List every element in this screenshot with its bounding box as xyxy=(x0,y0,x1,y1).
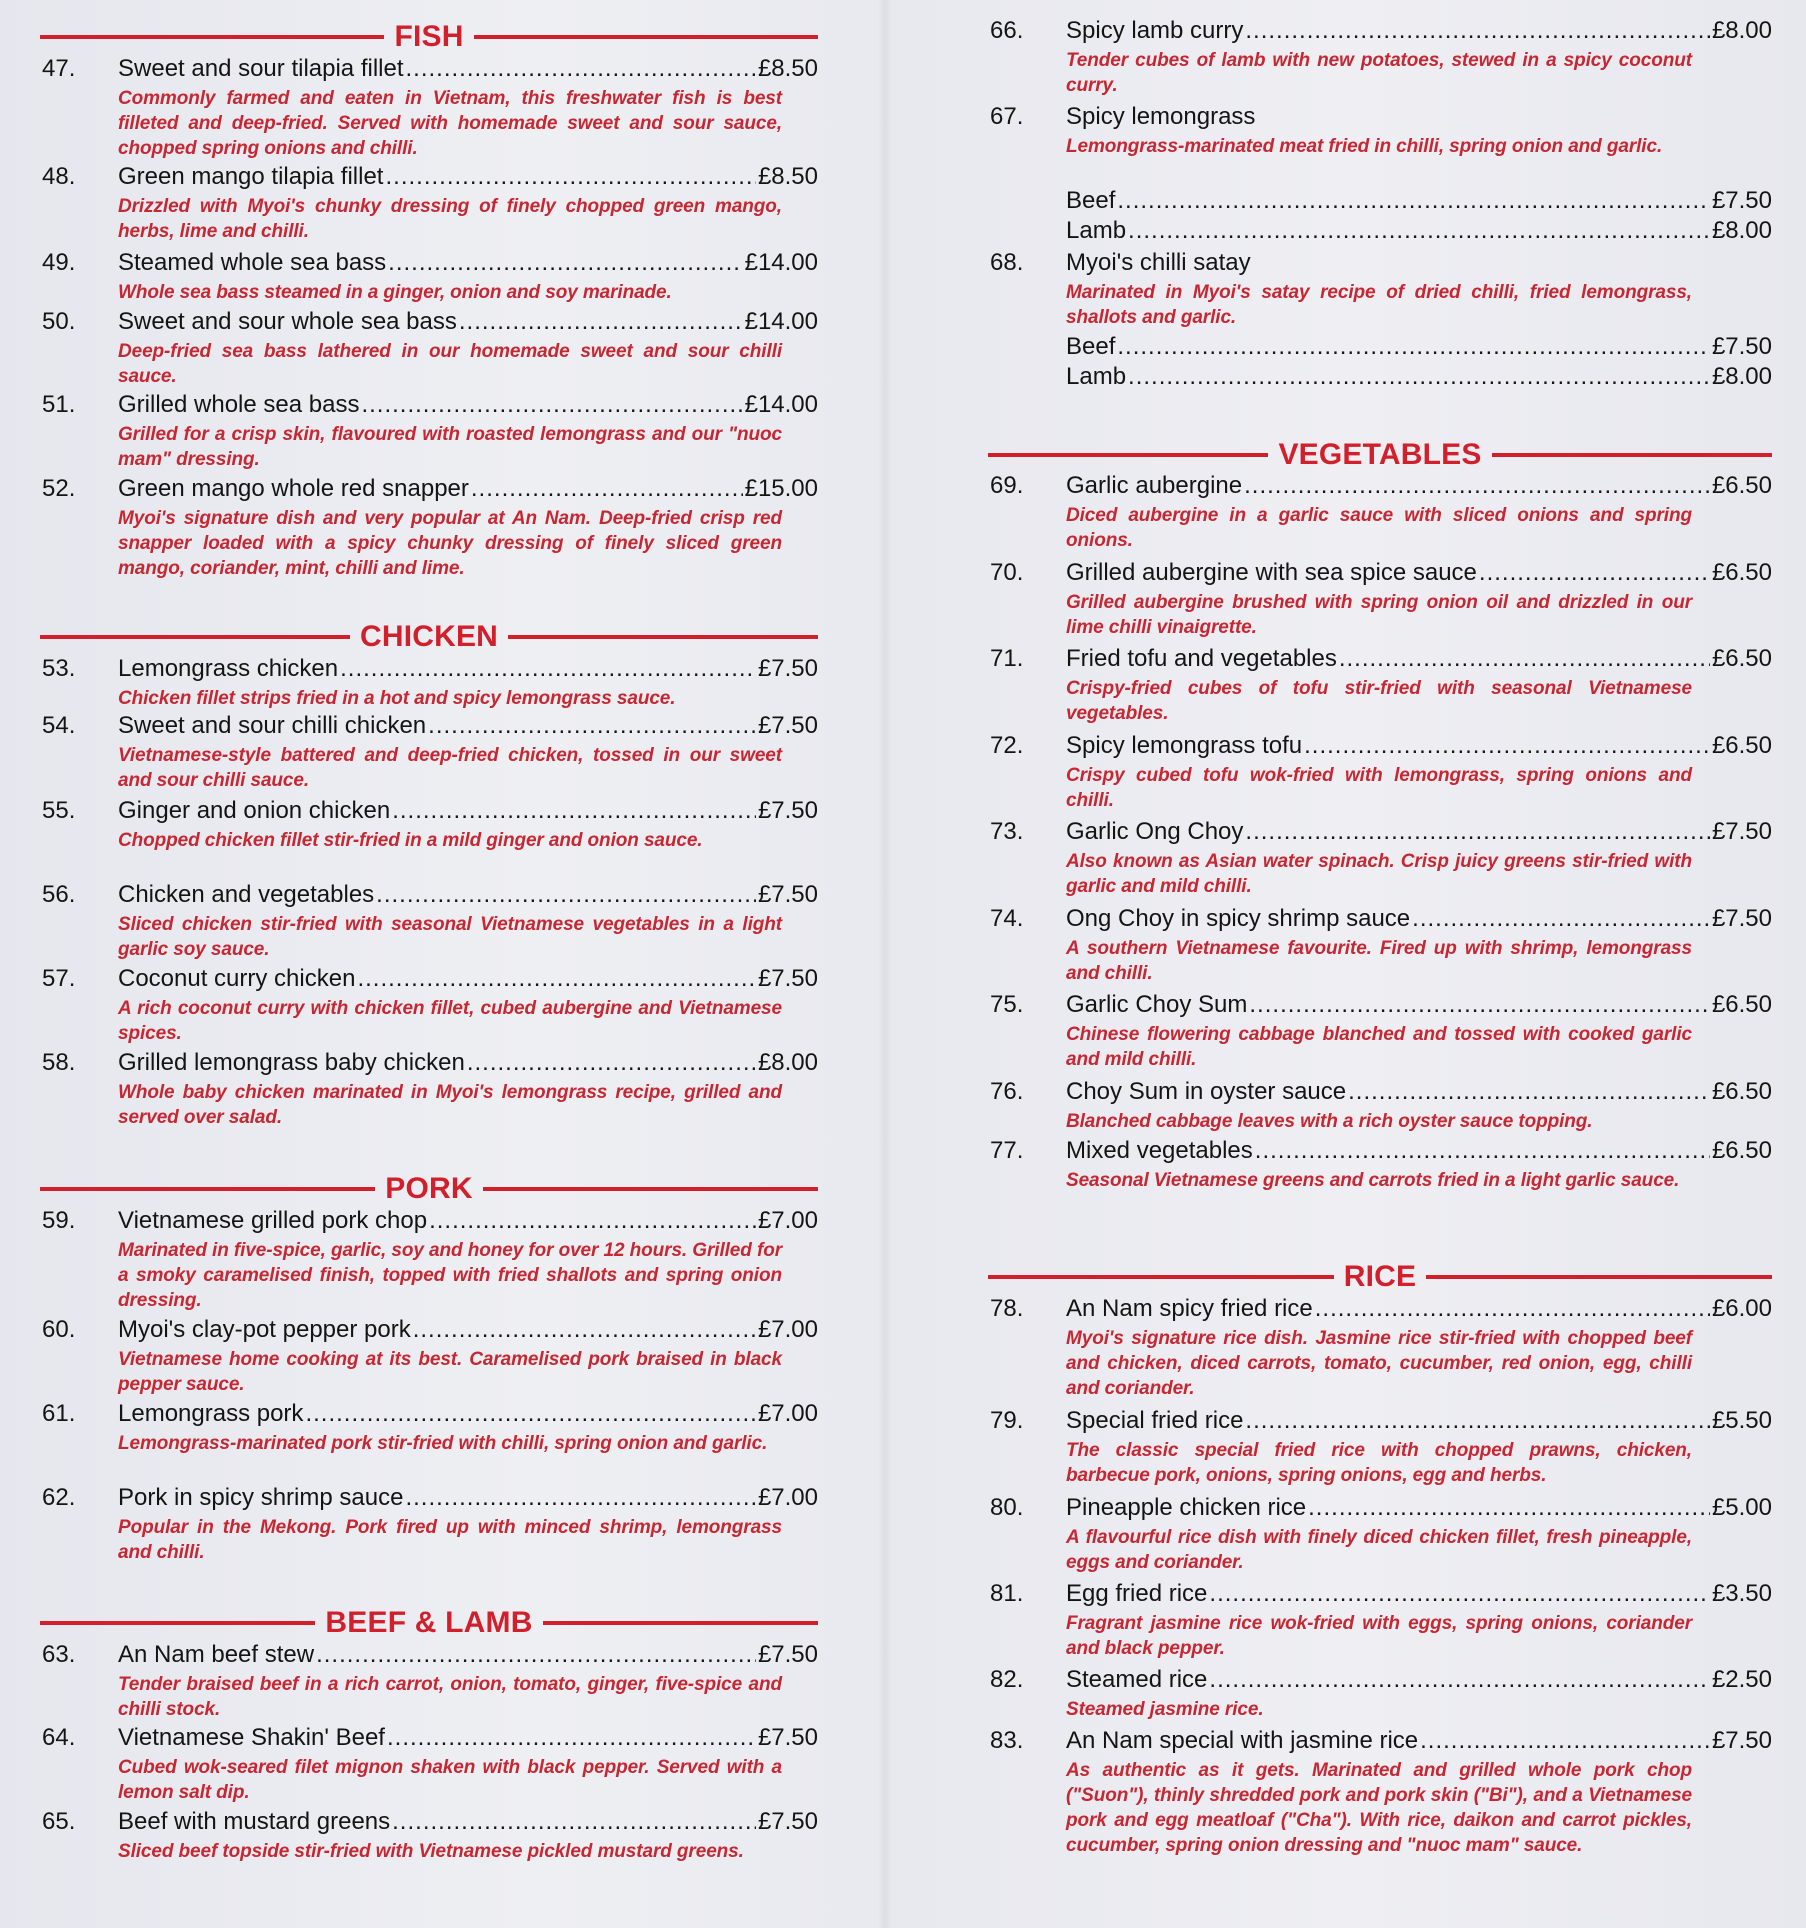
item-description: Marinated in Myoi's satay recipe of dried chilli, fried lemongrass, shallots and garlic. xyxy=(1066,282,1692,328)
item-name: Egg fried rice xyxy=(1066,1580,1208,1607)
item-name: Garlic aubergine xyxy=(1066,472,1243,499)
option-name: Lamb xyxy=(1066,363,1127,390)
item-number: 52. xyxy=(42,475,76,502)
rice-section-title: RICE xyxy=(1343,1260,1417,1293)
item-name: Sweet and sour whole sea bass xyxy=(118,308,457,335)
item-number: 62. xyxy=(42,1484,76,1511)
header-rule-right xyxy=(543,1621,818,1625)
header-rule-left xyxy=(40,635,350,639)
dot-leader xyxy=(1245,1406,1710,1436)
option-name: Beef xyxy=(1066,187,1116,214)
item-price: £7.50 xyxy=(757,1641,818,1668)
item-number: 54. xyxy=(42,712,76,739)
option-price: £8.00 xyxy=(1711,363,1772,390)
item-description: Drizzled with Myoi's chunky dressing of finely chopped green mango, herbs, lime and chilli. xyxy=(118,196,782,242)
item-name: Pork in spicy shrimp sauce xyxy=(118,1484,404,1511)
item-description: Tender cubes of lamb with new potatoes, stewed in a spicy coconut curry. xyxy=(1066,50,1692,96)
dot-leader xyxy=(385,162,755,192)
item-price: £5.00 xyxy=(1711,1494,1772,1521)
item-line xyxy=(118,964,818,994)
item-price: £14.00 xyxy=(744,249,818,276)
item-name: Chicken and vegetables xyxy=(118,881,375,908)
item-line xyxy=(1066,731,1772,761)
item-number: 55. xyxy=(42,797,76,824)
item-description: Deep-fried sea bass lathered in our homemade sweet and sour chilli sauce. xyxy=(118,341,782,387)
dot-leader xyxy=(1308,1493,1710,1523)
item-description: Sliced chicken stir-fried with seasonal Vietnamese vegetables in a light garlic soy sauce. xyxy=(118,914,782,960)
dot-leader xyxy=(1128,216,1710,246)
item-price: £7.00 xyxy=(757,1316,818,1343)
dot-leader xyxy=(406,54,756,84)
item-price: £6.50 xyxy=(1711,732,1772,759)
item-number: 79. xyxy=(990,1407,1024,1434)
item-price: £6.50 xyxy=(1711,645,1772,672)
item-number: 60. xyxy=(42,1316,76,1343)
item-line xyxy=(1066,1726,1772,1756)
item-description: Crispy-fried cubes of tofu stir-fried with seasonal Vietnamese vegetables. xyxy=(1066,678,1692,724)
item-name: Pineapple chicken rice xyxy=(1066,1494,1307,1521)
item-description: Blanched cabbage leaves with a rich oyster sauce topping. xyxy=(1066,1111,1593,1132)
item-price: £6.50 xyxy=(1711,1078,1772,1105)
item-number: 68. xyxy=(990,249,1024,276)
item-number: 65. xyxy=(42,1808,76,1835)
item-number: 50. xyxy=(42,308,76,335)
item-description: Popular in the Mekong. Pork fired up with minced shrimp, lemongrass and chilli. xyxy=(118,1517,782,1563)
dot-leader xyxy=(392,1807,756,1837)
dot-leader xyxy=(376,880,756,910)
item-description: Vietnamese-style battered and deep-fried chicken, tossed in our sweet and sour chilli sauce. xyxy=(118,745,782,791)
item-line xyxy=(1066,102,1772,132)
dot-leader xyxy=(361,390,742,420)
header-rule-left xyxy=(40,1187,375,1191)
item-price: £6.50 xyxy=(1711,1137,1772,1164)
item-description: Grilled aubergine brushed with spring onion oil and drizzled in our lime chilli vinaigrette. xyxy=(1066,592,1692,638)
item-option xyxy=(1066,216,1772,246)
item-description: Chicken fillet strips fried in a hot and spicy lemongrass sauce. xyxy=(118,688,676,709)
item-description: Whole baby chicken marinated in Myoi's lemongrass recipe, grilled and served over salad. xyxy=(118,1082,782,1128)
item-number: 51. xyxy=(42,391,76,418)
item-number: 49. xyxy=(42,249,76,276)
item-line xyxy=(1066,990,1772,1020)
dot-leader xyxy=(1245,16,1710,46)
item-line xyxy=(1066,1493,1772,1523)
item-line xyxy=(118,248,818,278)
dot-leader xyxy=(1209,1665,1710,1695)
dot-leader xyxy=(1117,332,1710,362)
item-name: Myoi's clay-pot pepper pork xyxy=(118,1316,411,1343)
dot-leader xyxy=(357,964,756,994)
item-price: £6.00 xyxy=(1711,1295,1772,1322)
item-line xyxy=(118,307,818,337)
dot-leader xyxy=(1339,644,1710,674)
item-option xyxy=(1066,186,1772,216)
item-description: Diced aubergine in a garlic sauce with sliced onions and spring onions. xyxy=(1066,505,1692,551)
item-name: Spicy lemongrass xyxy=(1066,103,1256,130)
dot-leader xyxy=(459,307,743,337)
option-price: £7.50 xyxy=(1711,333,1772,360)
item-price: £8.00 xyxy=(757,1049,818,1076)
item-number: 77. xyxy=(990,1137,1024,1164)
item-name: Grilled aubergine with sea spice sauce xyxy=(1066,559,1477,586)
item-line xyxy=(118,1483,818,1513)
header-rule-left xyxy=(40,35,384,39)
item-name: Lemongrass pork xyxy=(118,1400,304,1427)
item-name: Grilled lemongrass baby chicken xyxy=(118,1049,465,1076)
fish-section-title: FISH xyxy=(394,20,464,53)
item-option xyxy=(1066,362,1772,392)
dot-leader xyxy=(1412,904,1710,934)
item-line xyxy=(1066,644,1772,674)
item-name: Steamed whole sea bass xyxy=(118,249,387,276)
item-description: Cubed wok-seared filet mignon shaken with black pepper. Served with a lemon salt dip. xyxy=(118,1757,782,1803)
option-name: Beef xyxy=(1066,333,1116,360)
item-description: Lemongrass-marinated meat fried in chilli, spring onion and garlic. xyxy=(1066,136,1663,157)
item-price: £15.00 xyxy=(744,475,818,502)
item-line xyxy=(1066,248,1772,278)
item-number: 72. xyxy=(990,732,1024,759)
item-price: £7.50 xyxy=(757,655,818,682)
item-number: 70. xyxy=(990,559,1024,586)
item-number: 67. xyxy=(990,103,1024,130)
dot-leader xyxy=(1479,558,1710,588)
item-price: £6.50 xyxy=(1711,559,1772,586)
item-price: £7.50 xyxy=(757,965,818,992)
item-line xyxy=(118,54,818,84)
item-line xyxy=(118,1399,818,1429)
header-rule-left xyxy=(988,1275,1334,1279)
item-number: 58. xyxy=(42,1049,76,1076)
item-line xyxy=(1066,558,1772,588)
header-rule-right xyxy=(483,1187,818,1191)
item-number: 73. xyxy=(990,818,1024,845)
dot-leader xyxy=(316,1640,756,1670)
item-price: £7.50 xyxy=(757,1808,818,1835)
dot-leader xyxy=(1209,1579,1710,1609)
dot-leader xyxy=(467,1048,756,1078)
item-price: £7.50 xyxy=(757,881,818,908)
item-line xyxy=(118,654,818,684)
item-name: Green mango tilapia fillet xyxy=(118,163,384,190)
item-price: £2.50 xyxy=(1711,1666,1772,1693)
item-line xyxy=(118,1640,818,1670)
item-number: 75. xyxy=(990,991,1024,1018)
item-name: Special fried rice xyxy=(1066,1407,1244,1434)
item-number: 66. xyxy=(990,17,1024,44)
dot-leader xyxy=(1255,1136,1710,1166)
item-price: £7.50 xyxy=(757,712,818,739)
item-name: Vietnamese Shakin' Beef xyxy=(118,1724,385,1751)
item-number: 78. xyxy=(990,1295,1024,1322)
item-price: £7.50 xyxy=(1711,1727,1772,1754)
chicken-section-title: CHICKEN xyxy=(359,620,499,653)
item-line xyxy=(1066,904,1772,934)
item-number: 48. xyxy=(42,163,76,190)
header-rule-right xyxy=(1492,453,1772,457)
dot-leader xyxy=(388,248,742,278)
item-description: Grilled for a crisp skin, flavoured with roasted lemongrass and our "nuoc mam" dressing. xyxy=(118,424,782,470)
item-number: 83. xyxy=(990,1727,1024,1754)
item-name: Ong Choy in spicy shrimp sauce xyxy=(1066,905,1411,932)
item-description: Tender braised beef in a rich carrot, onion, tomato, ginger, five-spice and chilli stock. xyxy=(118,1674,782,1720)
item-name: Vietnamese grilled pork chop xyxy=(118,1207,428,1234)
item-description: As authentic as it gets. Marinated and grilled whole pork chop ("Suon"), thinly shredded pork and pork skin ("Bi"), and a Vietnamese pork and egg meatloaf ("Cha"). With rice, daikon and carrot pickles, cucumber, spring onion dressing and "nuoc mam" sauce. xyxy=(1066,1760,1692,1856)
item-price: £7.00 xyxy=(757,1484,818,1511)
rice-section-header xyxy=(988,1258,1772,1296)
dot-leader xyxy=(1244,471,1710,501)
dot-leader xyxy=(1245,817,1710,847)
item-number: 74. xyxy=(990,905,1024,932)
item-name: An Nam special with jasmine rice xyxy=(1066,1727,1419,1754)
item-price: £8.50 xyxy=(757,55,818,82)
item-line xyxy=(1066,471,1772,501)
item-description: Steamed jasmine rice. xyxy=(1066,1699,1264,1720)
item-name: Myoi's chilli satay xyxy=(1066,249,1251,276)
option-price: £8.00 xyxy=(1711,217,1772,244)
item-name: Mixed vegetables xyxy=(1066,1137,1253,1164)
item-price: £7.50 xyxy=(1711,905,1772,932)
item-description: Myoi's signature dish and very popular at An Nam. Deep-fried crisp red snapper loaded with a spicy chunky dressing of finely sliced green mango, coriander, mint, chilli and lime. xyxy=(118,508,782,579)
dot-leader xyxy=(1348,1077,1710,1107)
dot-leader xyxy=(340,654,756,684)
item-line xyxy=(118,390,818,420)
item-description: Vietnamese home cooking at its best. Caramelised pork braised in black pepper sauce. xyxy=(118,1349,782,1395)
item-number: 76. xyxy=(990,1078,1024,1105)
item-name: Steamed rice xyxy=(1066,1666,1208,1693)
option-price: £7.50 xyxy=(1711,187,1772,214)
item-number: 64. xyxy=(42,1724,76,1751)
item-description: A rich coconut curry with chicken fillet, cubed aubergine and Vietnamese spices. xyxy=(118,998,782,1044)
item-line xyxy=(118,474,818,504)
item-description: Myoi's signature rice dish. Jasmine rice stir-fried with chopped beef and chicken, diced carrots, tomato, cucumber, red onion, egg, chilli and coriander. xyxy=(1066,1328,1692,1399)
item-price: £7.50 xyxy=(757,1724,818,1751)
item-number: 53. xyxy=(42,655,76,682)
dot-leader xyxy=(428,711,756,741)
option-name: Lamb xyxy=(1066,217,1127,244)
item-line xyxy=(118,796,818,826)
item-description: Chopped chicken fillet stir-fried in a mild ginger and onion sauce. xyxy=(118,830,703,851)
beef-lamb-section-header xyxy=(40,1604,818,1642)
header-rule-right xyxy=(474,35,818,39)
item-price: £14.00 xyxy=(744,391,818,418)
dot-leader xyxy=(413,1315,756,1345)
item-price: £3.50 xyxy=(1711,1580,1772,1607)
vegetables-section-header xyxy=(988,436,1772,474)
item-number: 47. xyxy=(42,55,76,82)
item-line xyxy=(118,1206,818,1236)
item-line xyxy=(118,1048,818,1078)
item-name: Grilled whole sea bass xyxy=(118,391,360,418)
item-number: 80. xyxy=(990,1494,1024,1521)
item-price: £7.00 xyxy=(757,1400,818,1427)
chicken-section-header xyxy=(40,618,818,656)
pork-section-title: PORK xyxy=(385,1172,473,1205)
item-number: 81. xyxy=(990,1580,1024,1607)
item-line xyxy=(118,1315,818,1345)
item-number: 71. xyxy=(990,645,1024,672)
dot-leader xyxy=(429,1206,756,1236)
item-line xyxy=(1066,1665,1772,1695)
item-number: 82. xyxy=(990,1666,1024,1693)
item-line xyxy=(1066,1136,1772,1166)
dot-leader xyxy=(1117,186,1710,216)
dot-leader xyxy=(392,796,756,826)
item-name: Fried tofu and vegetables xyxy=(1066,645,1337,672)
dot-leader xyxy=(387,1723,756,1753)
item-price: £6.50 xyxy=(1711,991,1772,1018)
item-option xyxy=(1066,332,1772,362)
item-number: 61. xyxy=(42,1400,76,1427)
item-price: £6.50 xyxy=(1711,472,1772,499)
item-line xyxy=(118,880,818,910)
item-number: 63. xyxy=(42,1641,76,1668)
item-line xyxy=(118,711,818,741)
item-name: Green mango whole red snapper xyxy=(118,475,469,502)
fish-section-header xyxy=(40,18,818,56)
item-price: £8.00 xyxy=(1711,17,1772,44)
header-rule-left xyxy=(988,453,1268,457)
item-description: Chinese flowering cabbage blanched and tossed with cooked garlic and mild chilli. xyxy=(1066,1024,1692,1070)
item-line xyxy=(1066,1077,1772,1107)
item-name: Ginger and onion chicken xyxy=(118,797,391,824)
item-line xyxy=(1066,817,1772,847)
item-price: £7.00 xyxy=(757,1207,818,1234)
item-line xyxy=(1066,1579,1772,1609)
header-rule-right xyxy=(1426,1275,1772,1279)
item-line xyxy=(118,1807,818,1837)
item-name: Sweet and sour tilapia fillet xyxy=(118,55,404,82)
item-line xyxy=(118,1723,818,1753)
item-price: £8.50 xyxy=(757,163,818,190)
item-name: An Nam spicy fried rice xyxy=(1066,1295,1313,1322)
header-rule-right xyxy=(508,635,818,639)
item-line xyxy=(1066,16,1772,46)
dot-leader xyxy=(471,474,743,504)
item-description: Commonly farmed and eaten in Vietnam, this freshwater fish is best filleted and deep-fried. Served with homemade sweet and sour sauce, chopped spring onions and chilli. xyxy=(118,88,782,159)
dot-leader xyxy=(305,1399,756,1429)
beef-lamb-section-title: BEEF & LAMB xyxy=(325,1606,533,1639)
item-name: Coconut curry chicken xyxy=(118,965,356,992)
item-name: Garlic Choy Sum xyxy=(1066,991,1248,1018)
item-description: Fragrant jasmine rice wok-fried with eggs, spring onions, coriander and black pepper. xyxy=(1066,1613,1692,1659)
item-description: Seasonal Vietnamese greens and carrots fried in a light garlic sauce. xyxy=(1066,1170,1680,1191)
item-line xyxy=(1066,1294,1772,1324)
item-description: The classic special fried rice with chopped prawns, chicken, barbecue pork, onions, spring onions, egg and herbs. xyxy=(1066,1440,1692,1486)
vegetables-section-title: VEGETABLES xyxy=(1278,438,1482,471)
item-name: Spicy lamb curry xyxy=(1066,17,1244,44)
dot-leader xyxy=(1304,731,1710,761)
dot-leader xyxy=(1249,990,1710,1020)
item-price: £14.00 xyxy=(744,308,818,335)
item-price: £5.50 xyxy=(1711,1407,1772,1434)
item-line xyxy=(1066,1406,1772,1436)
header-rule-left xyxy=(40,1621,315,1625)
item-description: A flavourful rice dish with finely diced chicken fillet, fresh pineapple, eggs and coriander. xyxy=(1066,1527,1692,1573)
item-number: 59. xyxy=(42,1207,76,1234)
item-name: Spicy lemongrass tofu xyxy=(1066,732,1303,759)
page-fold xyxy=(878,0,892,1928)
item-description: Also known as Asian water spinach. Crisp juicy greens stir-fried with garlic and mild chilli. xyxy=(1066,851,1692,897)
item-name: Sweet and sour chilli chicken xyxy=(118,712,427,739)
pork-section-header xyxy=(40,1170,818,1208)
item-price: £7.50 xyxy=(1711,818,1772,845)
item-description: Crispy cubed tofu wok-fried with lemongrass, spring onions and chilli. xyxy=(1066,765,1692,811)
item-price: £7.50 xyxy=(757,797,818,824)
item-name: Lemongrass chicken xyxy=(118,655,339,682)
dot-leader xyxy=(405,1483,756,1513)
item-name: Choy Sum in oyster sauce xyxy=(1066,1078,1347,1105)
item-name: Garlic Ong Choy xyxy=(1066,818,1244,845)
item-number: 57. xyxy=(42,965,76,992)
item-number: 56. xyxy=(42,881,76,908)
item-line xyxy=(118,162,818,192)
item-number: 69. xyxy=(990,472,1024,499)
item-description: Marinated in five-spice, garlic, soy and honey for over 12 hours. Grilled for a smoky caramelised finish, topped with fried shallots and spring onion dressing. xyxy=(118,1240,782,1311)
item-description: Sliced beef topside stir-fried with Vietnamese pickled mustard greens. xyxy=(118,1841,744,1862)
item-description: Lemongrass-marinated pork stir-fried with chilli, spring onion and garlic. xyxy=(118,1433,768,1454)
item-description: A southern Vietnamese favourite. Fired up with shrimp, lemongrass and chilli. xyxy=(1066,938,1692,984)
dot-leader xyxy=(1315,1294,1710,1324)
dot-leader xyxy=(1420,1726,1710,1756)
item-name: Beef with mustard greens xyxy=(118,1808,391,1835)
item-description: Whole sea bass steamed in a ginger, onion and soy marinade. xyxy=(118,282,672,303)
dot-leader xyxy=(1128,362,1710,392)
item-name: An Nam beef stew xyxy=(118,1641,315,1668)
